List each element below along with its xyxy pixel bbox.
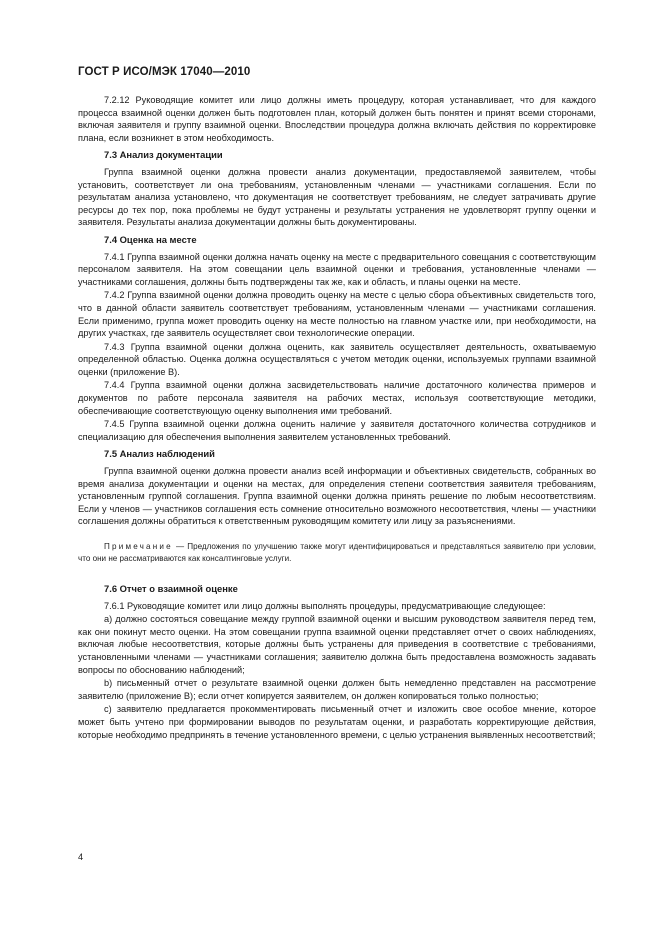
paragraph-7-4-4: 7.4.4 Группа взаимной оценки должна засвидетельствовать наличие достаточного количества примеров и документов по работе персонала заявителя на рабочих местах, используя соответствующие методики, обеспечивающие соответствующую оценку выполнения ими требований. xyxy=(78,380,596,416)
heading-7-3: 7.3 Анализ документации xyxy=(104,149,223,161)
note xyxy=(78,541,596,565)
paragraph-7-3: Группа взаимной оценки должна провести анализ документации, предоставляемой заявителем, чтобы установить, соответствует ли она требованиям, установленным членами — участниками соглашения. Если по результатам анализа установлено, что документация не соответствует требованиям, не следует затрачивать другие ресурсы до тех пор, пока проблемы не будут устранены и результаты устранения не удовлетворят группу оценки и заявителя. Результаты анализа документации должны быть документированы. xyxy=(78,166,596,228)
paragraph-7-6-1: 7.6.1 Руководящие комитет или лицо должны выполнять процедуры, предусматривающие следующее: xyxy=(104,600,546,611)
page-number: 4 xyxy=(78,852,84,862)
document-header: ГОСТ Р ИСО/МЭК 17040—2010 xyxy=(78,66,251,78)
list-item-b: b) письменный отчет о результате взаимной оценки должен быть немедленно представлен на рассмотрение заявителю (приложение В); если отчет копируется заявителем, он должен копироваться только полностью; xyxy=(78,678,596,701)
heading-7-6: 7.6 Отчет о взаимной оценке xyxy=(104,583,238,594)
paragraph-7-4-5: 7.4.5 Группа взаимной оценки должна оценить наличие у заявителя достаточного количества сотрудников и специализацию для обеспечения выполнения заявителем установленных требований. xyxy=(78,419,596,442)
document-body xyxy=(78,94,596,742)
paragraph-7-2-12: 7.2.12 Руководящие комитет или лицо должны иметь процедуру, которая устанавливает, что для каждого процесса взаимной оценки должен быть подготовлен план, который должен быть понятен и принят всеми сторонами, включая заявителя и группу взаимной оценки. Впоследствии процедура должна включать действия по корректировке плана, если возникнет в этом необходимость. xyxy=(78,95,596,143)
paragraph-7-4-3: 7.4.3 Группа взаимной оценки должна оценить, как заявитель осуществляет деятельность, охватываемую определенной областью. Оценка должна осуществляться с учетом методик оценки, используемых группами взаимной оценки (приложение В). xyxy=(78,341,596,377)
heading-7-5: 7.5 Анализ наблюдений xyxy=(104,448,215,460)
note-text: — Предложения по улучшению также могут идентифицироваться и представляться заявителю при условии, что они не рассматриваются как консалтинговые услуги. xyxy=(78,542,596,563)
paragraph-7-4-1: 7.4.1 Группа взаимной оценки должна начать оценку на месте с предварительного совещания с соответствующим персоналом заявителя. На этом совещании цель взаимной оценки и требования, установленные членами — участниками соглашения, должны быть подтверждены так же, как и область, и планы оценки на месте. xyxy=(78,251,596,287)
paragraph-7-5: Группа взаимной оценки должна провести анализ всей информации и объективных свидетельств, собранных во время анализа документации и оценки на местах, для определения степени соответствия заявителя требованиям, установленным группой соглашения. Группа взаимной оценки должна принять решение по любым несоответствиям. Если у членов — участников соглашения есть сомнение относительно возможного несоответствия, члены — участники соглашения должны обратиться к ответственным руководящим комитету или лицу за разъяснениями. xyxy=(78,466,596,527)
paragraph-7-4-2: 7.4.2 Группа взаимной оценки должна проводить оценку на месте с целью сбора объективных свидетельств того, что в данной области заявитель соответствует требованиям, установленным членами — участниками соглашения. Если применимо, группа может проводить оценку на месте полностью на главном участке или, при необходимости, на других участках, где заявитель осуществляет свои технологические операции. xyxy=(78,290,596,339)
list-item-c: с) заявителю предлагается прокомментировать письменный отчет и изложить свое особое мнение, которое может быть учтено при формировании выводов по результатам оценки, и разработать корректирующие действия, которые необходимо предпринять в течение установленного времени, с целью устранения выявленных несоответствий; xyxy=(78,704,596,740)
heading-7-4: 7.4 Оценка на месте xyxy=(104,233,197,245)
note-label: Примечание xyxy=(104,542,173,551)
list-item-a: а) должно состояться совещание между группой взаимной оценки и высшим руководством заявителя перед тем, как они покинут место оценки. На этом совещании группа взаимной оценки представляет отчет о своих наблюдениях, включая любые несоответствия, которые должны быть устранены для приведения в соответствие с требованиями, установленными членами — участниками соглашения; заявителю должна быть предоставлена возможность задавать вопросы по обоснованию наблюдений; xyxy=(78,614,596,675)
